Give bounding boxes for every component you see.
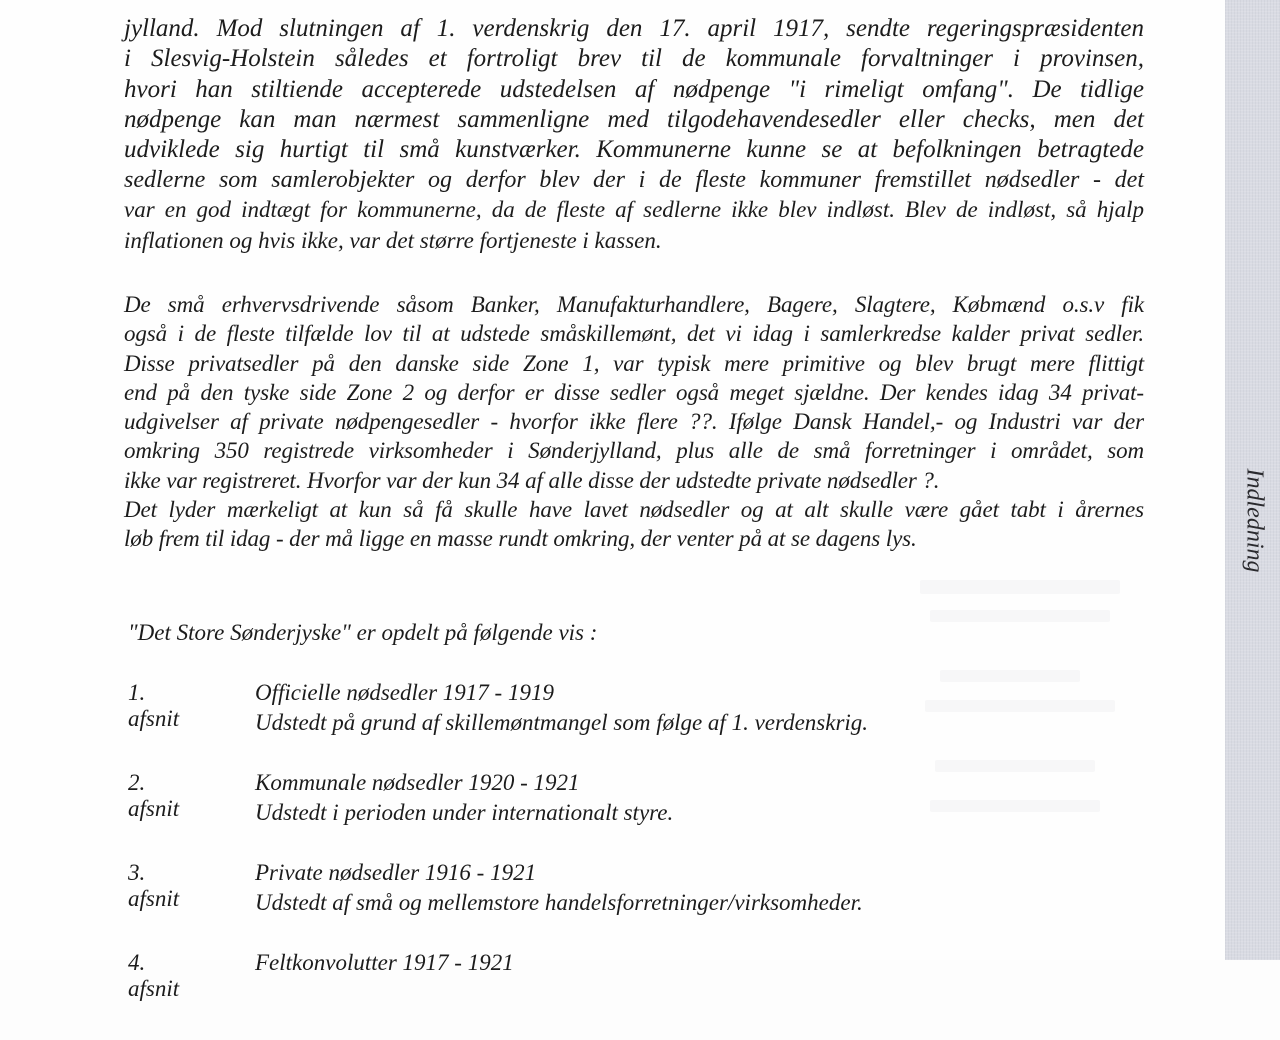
show-through-mark	[925, 700, 1115, 712]
section-description: Udstedt i perioden under internationalt styre.	[255, 800, 674, 825]
show-through-mark	[940, 670, 1080, 682]
text-line: også i de fleste tilfælde lov til at udstede småskillemønt, det vi idag i samlerkredse kalder privat sedler.	[124, 321, 1144, 347]
text-line: Det lyder mærkeligt at kun så få skulle have lavet nødsedler og at alt skulle være gået tabt i årernes	[124, 497, 1144, 523]
section-title: Private nødsedler 1916 - 1921	[255, 860, 537, 885]
text-line: løb frem til idag - der må ligge en masse rundt omkring, der venter på at se dagens lys.	[124, 526, 917, 552]
text-line: inflationen og hvis ikke, var det større fortjeneste i kassen.	[124, 227, 662, 253]
text-line: ikke var registreret. Hvorfor var der kun 34 af alle disse der udstedte private nødsedler ?.	[124, 467, 940, 493]
structure-intro: "Det Store Sønderjyske" er opdelt på følgende vis :	[128, 620, 598, 645]
text-line: i Slesvig-Holstein således et fortroligt brev til de kommunale forvaltninger i provinsen,	[124, 45, 1144, 73]
section-number: 3. afsnit	[128, 860, 180, 911]
text-line: hvori han stiltiende accepterede udstedelsen af nødpenge "i rimeligt omfang". De tidlige	[124, 75, 1144, 103]
section-title: Feltkonvolutter 1917 - 1921	[255, 950, 514, 975]
section-number: 4. afsnit	[128, 950, 180, 1001]
text-line: sedlerne som samlerobjekter og derfor blev der i de fleste kommuner fremstillet nødsedler - det	[124, 167, 1144, 194]
show-through-mark	[935, 760, 1095, 772]
text-line: var en god indtægt for kommunerne, da de fleste af sedlerne ikke blev indløst. Blev de indløst, så hjalp	[124, 197, 1144, 223]
text-line: jylland. Mod slutningen af 1. verdenskrig den 17. april 1917, sendte regeringspræsidenten	[124, 15, 1144, 43]
section-title: Officielle nødsedler 1917 - 1919	[255, 680, 554, 705]
section-number: 2. afsnit	[128, 770, 180, 821]
section-title: Kommunale nødsedler 1920 - 1921	[255, 770, 580, 795]
text-line: udviklede sig hurtigt til små kunstværker. Kommunerne kunne se at befolkningen betragtede	[124, 136, 1144, 164]
section-description: Udstedt af små og mellemstore handelsforretninger/virksomheder.	[255, 890, 863, 915]
show-through-mark	[920, 580, 1120, 594]
text-line: De små erhvervsdrivende såsom Banker, Manufakturhandlere, Bagere, Slagtere, Købmænd o.s.v fik	[124, 292, 1144, 317]
text-line: omkring 350 registrede virksomheder i Sønderjylland, plus alle de små forretninger i området, som	[124, 438, 1144, 464]
section-number: 1. afsnit	[128, 680, 180, 731]
paragraph-private-notes	[124, 290, 1144, 554]
chapter-tab-label	[1236, 440, 1272, 600]
show-through-mark	[930, 610, 1110, 622]
text-line: udgivelser af private nødpengesedler - hvorfor ikke flere ??. Ifølge Dansk Handel,- og Industri var der	[124, 409, 1144, 435]
paragraph-authorization	[124, 0, 1144, 256]
show-through-mark	[930, 800, 1100, 812]
text-line: end på den tyske side Zone 2 og derfor er disse sedler også meget sjældne. Der kendes idag 34 privat-	[124, 379, 1144, 405]
section-description: Udstedt på grund af skillemøntmangel som følge af 1. verdenskrig.	[255, 710, 869, 735]
text-line: nødpenge kan man nærmest sammenligne med tilgodehavendesedler eller checks, men det	[124, 105, 1144, 133]
chapter-tab-text: Indledning	[1241, 468, 1268, 572]
text-line: Disse privatsedler på den danske side Zone 1, var typisk mere primitive og blev brugt mere flittigt	[124, 350, 1144, 376]
